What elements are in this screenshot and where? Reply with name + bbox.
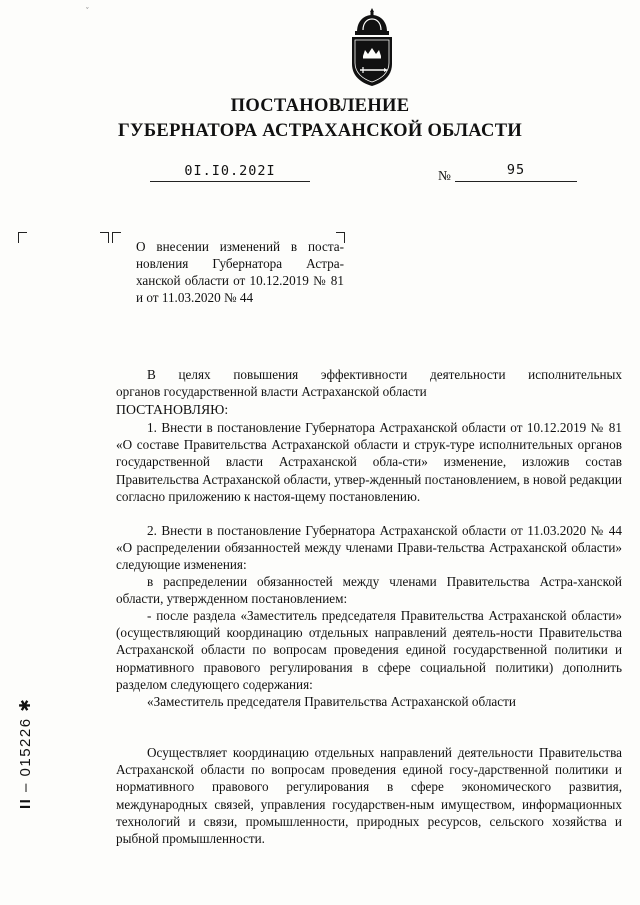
- scan-mark: ˇ: [86, 6, 89, 15]
- document-date: 0I.I0.202I: [150, 163, 310, 182]
- section-body-text: Осуществляет координацию отдельных направлений деятельности Правительства Астраханской области по вопросам проведения единой госу-дарственной политики и нормативного правового регулирования в сфере экономического развития, международных связей, управления государствен-ным имуществом, информационных технологий и связи, промышленности, природных ресурсов, сельского хозяйства и рыбной промышленности.: [116, 745, 622, 847]
- preamble-block: [116, 366, 622, 400]
- item-2-sub-text: в распределении обязанностей между членами Правительства Астра-ханской области, утвержденном постановлением:: [116, 574, 622, 607]
- item-2: [116, 522, 622, 574]
- document-type-title: ПОСТАНОВЛЕНИЕ: [230, 96, 410, 116]
- section-title-text: «Заместитель председателя Правительства Астраханской области: [147, 694, 516, 709]
- document-subject: О внесении изменений в поста-новления Губернатора Астра-ханской области от 10.12.2019 № 81 и от 11.03.2020 № 44: [136, 239, 344, 305]
- preamble-line-1: В целях повышения эффективности деятельности исполнительных: [147, 367, 622, 382]
- serial-digits: 015226: [17, 717, 34, 777]
- issuer-title: ГУБЕРНАТОРА АСТРАХАНСКОЙ ОБЛАСТИ: [117, 121, 523, 141]
- item-2-text: 2. Внести в постановление Губернатора Астраханской области от 11.03.2020 № 44 «О распределении обязанностей между членами Прави-тельства Астраханской области» следующие изменения:: [116, 523, 622, 573]
- document-number: 95: [455, 162, 577, 182]
- item-2-dash: [116, 607, 622, 693]
- serial-prefix: II: [17, 797, 34, 809]
- item-2-sub: [116, 573, 622, 607]
- astrakhan-coat-of-arms-icon: [343, 6, 401, 88]
- serial-mark-icon: ✱: [17, 697, 34, 712]
- number-sign: №: [438, 168, 451, 183]
- section-title: [116, 693, 622, 710]
- subject-corner-mark-left: [100, 232, 109, 243]
- margin-corner-mark: [18, 232, 27, 243]
- item-2-dash-text: - после раздела «Заместитель председателя Правительства Астраханской области» (осуществляющий координацию отдельных направлений деятель-ности Правительства Астраханской области по вопросам проведения единой государственной политики и нормативного правового регулирования в сфере социальной политики) дополнить разделом следующего содержания:: [116, 608, 622, 692]
- resolve-heading: ПОСТАНОВЛЯЮ:: [116, 402, 229, 417]
- preamble-line-2: органов государственной власти Астраханской области: [116, 384, 427, 400]
- section-body: [116, 744, 622, 847]
- subject-corner-mark-left-2: [112, 232, 121, 243]
- serial-number: [16, 699, 34, 809]
- item-1: [116, 419, 622, 505]
- item-1-text: 1. Внести в постановление Губернатора Астраханской области от 10.12.2019 № 81 «О составе Правительства Астраханской области и струк-туре исполнительных органов государственной власти Астраханской обла-сти» изменение, изложив состав Правительства Астраханской области, утвер-жденный постановлением, в новой редакции согласно приложению к настоя-щему постановлению.: [116, 420, 622, 504]
- serial-dash: –: [17, 782, 34, 792]
